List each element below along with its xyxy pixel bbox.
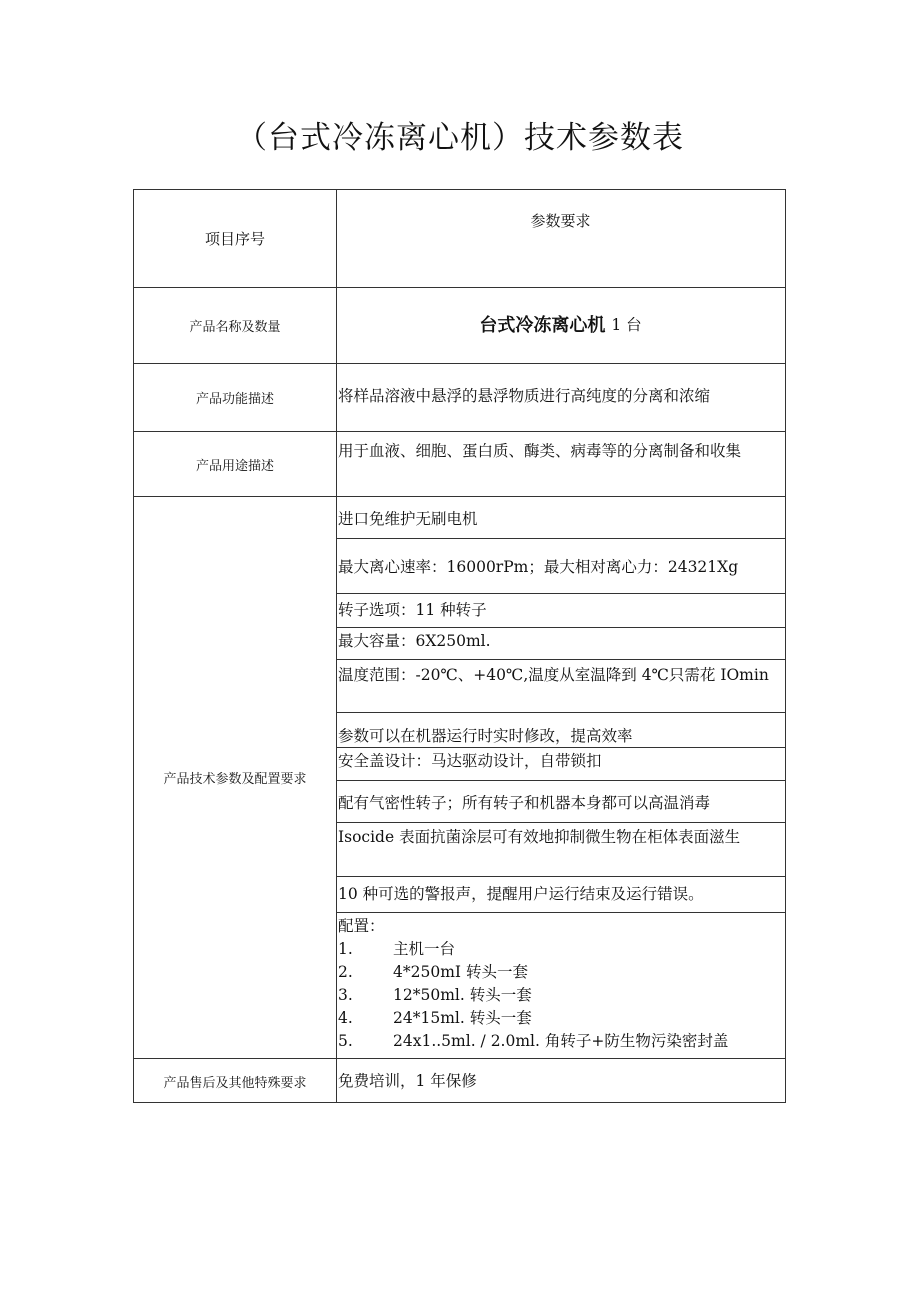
config-item: 1. 主机一台 [338, 940, 456, 958]
config-list [338, 938, 783, 1053]
tech-item: 温度范围：-20℃、+40℃,温度从室温降到 4℃只需花 IOmin [338, 666, 769, 684]
tech-item: 进口免维护无刷电机 [338, 510, 478, 528]
config-item: 5. 24x1..5ml. / 2.0ml. 角转子+防生物污染密封盖 [338, 1032, 729, 1050]
sub-row-divider [336, 593, 785, 594]
sub-row-divider [336, 659, 785, 660]
tech-item: 最大容量：6X250ml. [338, 632, 491, 650]
config-item: 3. 12*50ml. 转头一套 [338, 986, 532, 1004]
sub-row-divider [336, 822, 785, 823]
tech-item: 配有气密性转子；所有转子和机器本身都可以高温消毒 [338, 794, 711, 812]
tech-item: 最大离心速率：16000rPm；最大相对离心力：24321Xg [338, 558, 739, 576]
sub-row-divider [336, 912, 785, 913]
usage-value: 用于血液、细胞、蛋白质、酶类、病毒等的分离制备和收集 [338, 442, 742, 460]
tech-item: Isocide 表面抗菌涂层可有效地抑制微生物在柜体表面滋生 [338, 828, 741, 846]
sub-row-divider [336, 538, 785, 539]
header-item-number: 项目序号 [204, 230, 265, 248]
parameter-table [133, 189, 786, 1103]
config-item: 4. 24*15ml. 转头一套 [338, 1009, 532, 1027]
sub-row-divider [336, 876, 785, 877]
product-name-value [338, 288, 785, 363]
config-heading: 配置： [338, 917, 385, 935]
product-name-label: 产品名称及数量 [189, 320, 281, 335]
aftersale-value: 免费培训，1 年保修 [338, 1072, 477, 1090]
sub-row-divider [336, 780, 785, 781]
column-divider [336, 190, 337, 1102]
config-block [338, 915, 785, 1056]
tech-item: 10 种可选的警报声，提醒用户运行结束及运行错误。 [338, 885, 704, 903]
config-item: 2. 4*250mI 转头一套 [338, 963, 528, 981]
function-label: 产品功能描述 [195, 392, 274, 407]
aftersale-label: 产品售后及其他特殊要求 [163, 1075, 307, 1091]
tech-item: 参数可以在机器运行时实时修改，提高效率 [338, 727, 633, 745]
sub-row-divider [336, 712, 785, 713]
product-name-bold: 台式冷冻离心机 [479, 315, 606, 336]
tech-item: 转子选项：11 种转子 [338, 601, 487, 619]
sub-row-divider [336, 627, 785, 628]
page-title: （台式冷冻离心机）技术参数表 [236, 120, 684, 156]
usage-label: 产品用途描述 [195, 458, 274, 474]
header-parameter-requirements: 参数要求 [530, 212, 591, 230]
tech-item: 安全盖设计：马达驱动设计，自带锁扣 [338, 752, 602, 770]
function-value: 将样品溶液中悬浮的悬浮物质进行高纯度的分离和浓缩 [338, 387, 711, 405]
tech-spec-label: 产品技术参数及配置要求 [163, 772, 307, 787]
product-quantity: 1 台 [611, 316, 642, 334]
